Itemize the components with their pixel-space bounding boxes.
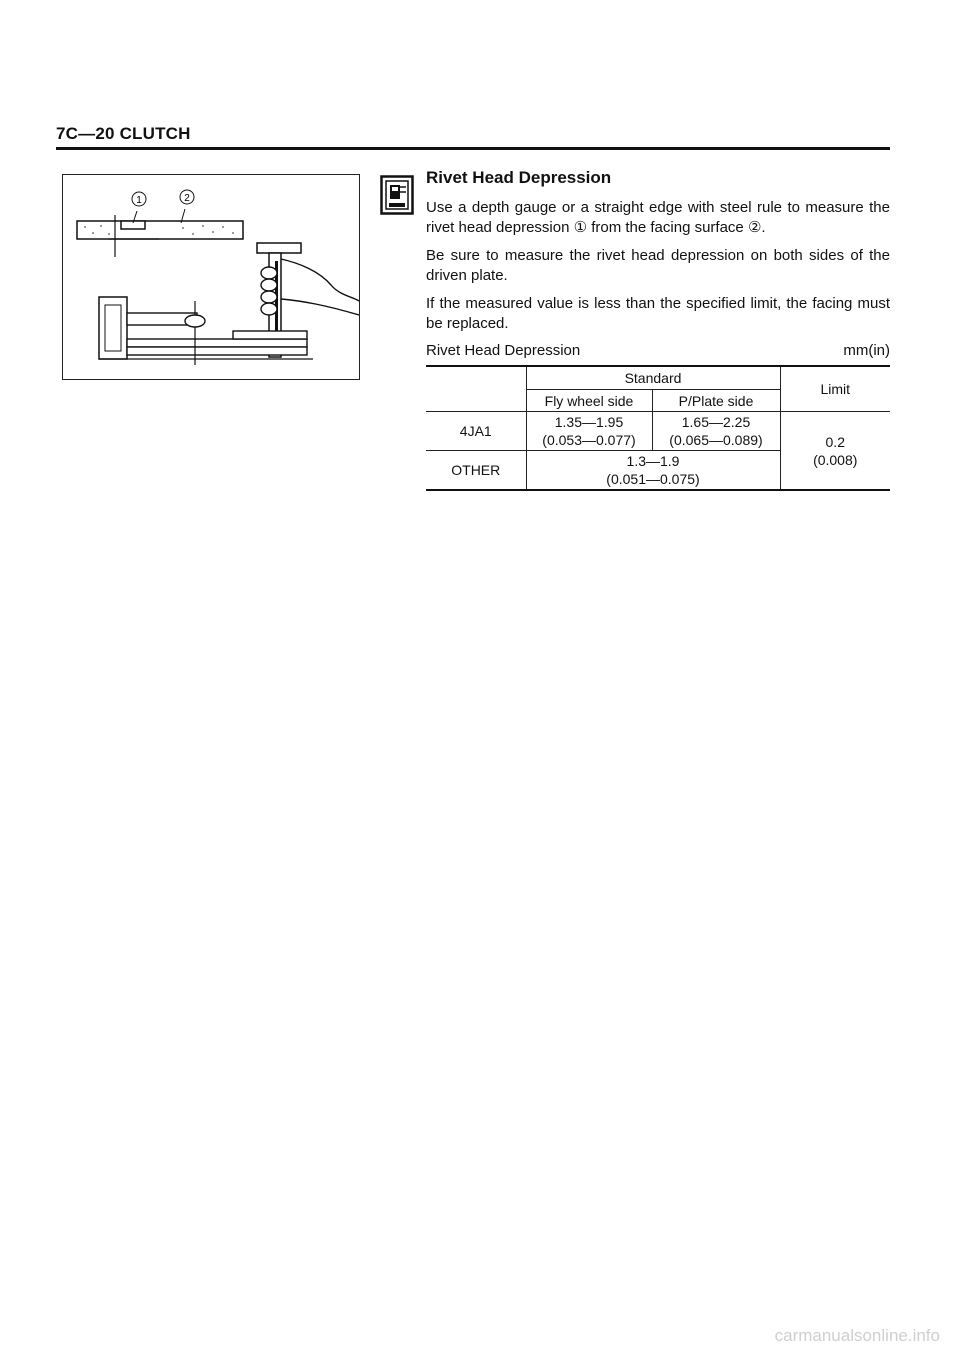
value-cell <box>526 412 652 451</box>
value-line: 1.65—2.25 <box>681 414 751 430</box>
spec-unit: mm(in) <box>843 342 890 359</box>
limit-header: Limit <box>780 366 890 412</box>
spec-table <box>426 365 890 491</box>
fly-wheel-side-header: Fly wheel side <box>526 390 652 412</box>
value-line: (0.008) <box>813 451 858 468</box>
value-cell <box>526 451 780 491</box>
value-line: (0.051—0.075) <box>606 471 700 487</box>
table-row <box>426 412 890 451</box>
value-line: 1.35—1.95 <box>554 414 624 430</box>
svg-text:1: 1 <box>136 195 142 206</box>
rivet-depression-illustration <box>62 174 360 380</box>
spec-heading <box>426 342 890 359</box>
value-cell <box>652 412 780 451</box>
value-line: (0.053—0.077) <box>542 432 636 448</box>
model-cell: OTHER <box>426 451 526 491</box>
limit-cell <box>780 412 890 491</box>
instruction-paragraph-3: If the measured value is less than the specified limit, the facing must be replaced. <box>426 295 890 332</box>
spec-label: Rivet Head Depression <box>426 342 581 359</box>
value-line: 1.3—1.9 <box>626 453 680 469</box>
pplate-side-header: P/Plate side <box>652 390 780 412</box>
instruction-paragraph-1: Use a depth gauge or a straight edge with steel rule to measure the rivet head depression ① from the facing surface ②. <box>426 199 890 236</box>
inspect-icon <box>380 175 414 215</box>
svg-text:2: 2 <box>184 193 190 204</box>
model-cell: 4JA1 <box>426 412 526 451</box>
value-line: (0.065—0.089) <box>669 432 763 448</box>
value-line: 0.2 <box>825 433 845 450</box>
site-watermark: carmanualsonline.info <box>774 1326 940 1345</box>
page-header: 7C—20 CLUTCH <box>56 124 191 143</box>
section-title: Rivet Head Depression <box>426 168 612 187</box>
standard-header: Standard <box>526 366 780 390</box>
rivet-head-section <box>426 168 890 491</box>
instruction-paragraph-2: Be sure to measure the rivet head depression on both sides of the driven plate. <box>426 247 890 284</box>
blank-header-cell <box>426 366 526 412</box>
header-rule <box>56 147 890 150</box>
